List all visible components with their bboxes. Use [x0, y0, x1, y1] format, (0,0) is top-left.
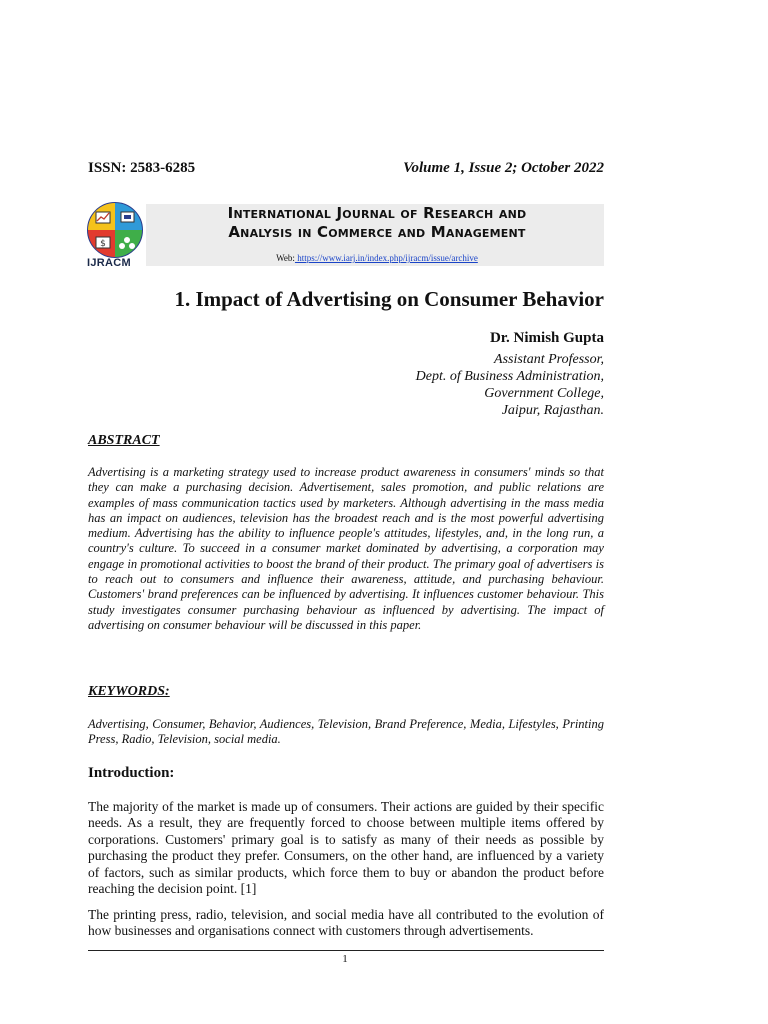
issn: ISSN: 2583-6285: [88, 160, 196, 176]
keywords-text: Advertising, Consumer, Behavior, Audiences, Television, Brand Preference, Media, Lifestyles, Printing Press, Radio, Television, social media.: [88, 717, 604, 747]
author-block: [416, 330, 604, 419]
footer-divider: [88, 950, 604, 951]
journal-web: [150, 253, 604, 263]
affiliation-line: Dept. of Business Administration,: [415, 369, 604, 384]
logo-text: IJRACM: [87, 257, 131, 269]
page-number: 1: [342, 953, 348, 965]
svg-text:$: $: [100, 239, 106, 249]
abstract-heading: ABSTRACT: [88, 433, 160, 448]
affiliation-line: Government College,: [484, 386, 604, 401]
journal-banner: [86, 200, 604, 268]
journal-logo: [86, 202, 144, 268]
author-name: Dr. Nimish Gupta: [489, 330, 604, 346]
logo-icon: [86, 202, 144, 260]
web-label: Web:: [276, 253, 295, 263]
journal-title-line-2: Analysis in Commerce and Management: [228, 223, 526, 241]
journal-title-line-1: International Journal of Research and: [227, 204, 527, 222]
abstract-text: Advertising is a marketing strategy used to increase product awareness in consumers' minds so that they can make a purchasing decision. Advertisement, sales promotion, and public relations are examples of mass communication tactics used by marketers. Although advertising in the mass media has an impact on audiences, television has the broadest reach and is the most powerful advertising medium. Advertising has the ability to influence people's attitudes, lifestyles, and, in the long run, a country's culture. To succeed in a consumer market dominated by advertising, a corporation may engage in promotional activities to boost the brand of their product. The primary goal of advertisers is to reach out to consumers and influence their awareness, attitude, and purchasing behaviour. Customers' brand preferences can be influenced by advertising. It influences customer behaviour. This study investigates consumer purchasing behaviour as influenced by advertising. The impact of advertising on consumer behaviour will be discussed in this paper.: [88, 465, 604, 632]
introduction-paragraph: The majority of the market is made up of consumers. Their actions are guided by their specific needs. As a result, they are frequently forced to choose between multiple items offered by corporations. Customers' primary goal is to satisfy as many of their needs as possible by purchasing the product they prefer. Consumers, on the other hand, are influenced by a variety of factors, such as similar products, which force them to buy or abandon the product before reaching the decision point. [1]: [88, 799, 604, 897]
affiliation-line: Assistant Professor,: [494, 352, 604, 367]
volume-issue: Volume 1, Issue 2; October 2022: [403, 160, 604, 176]
journal-web-link[interactable]: https://www.iarj.in/index.php/ijracm/issue/archive: [294, 253, 478, 263]
introduction-paragraph: The printing press, radio, television, and social media have all contributed to the evolution of how businesses and organisations connect with customers through advertisements.: [88, 907, 604, 939]
paper-title: 1. Impact of Advertising on Consumer Behavior: [174, 287, 604, 311]
affiliation-line: Jaipur, Rajasthan.: [501, 403, 604, 418]
keywords-heading: KEYWORDS:: [88, 684, 170, 699]
journal-title: [150, 204, 604, 242]
introduction-heading: Introduction:: [88, 765, 175, 781]
